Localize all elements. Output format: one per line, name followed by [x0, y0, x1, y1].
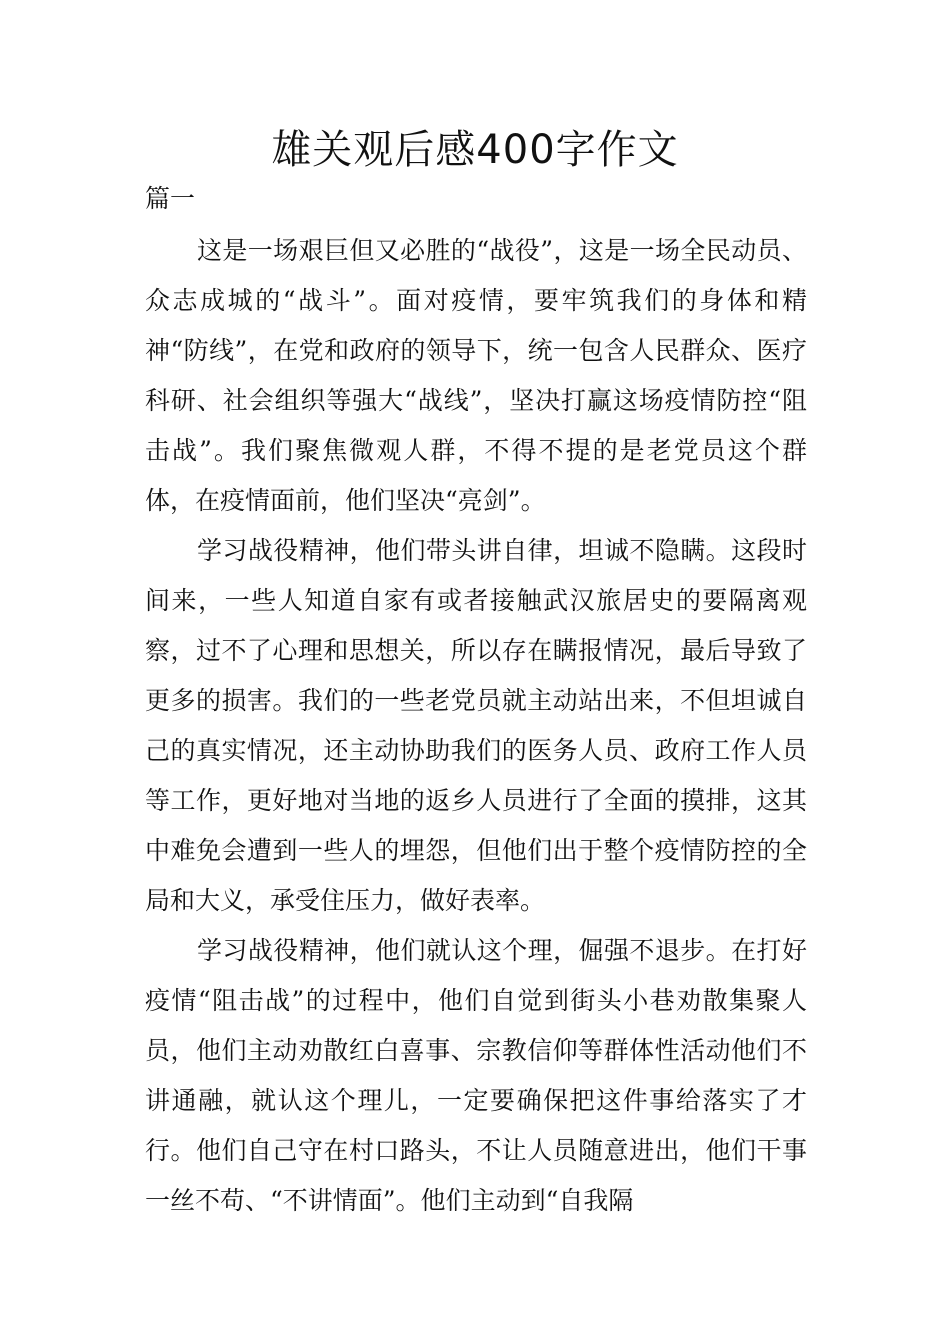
document-body — [145, 226, 807, 1226]
paragraph-3: 学习战役精神，他们就认这个理，倔强不退步。在打好疫情“阻击战”的过程中，他们自觉到街头小巷劝散集聚人员，他们主动劝散红白喜事、宗教信仰等群体性活动他们不讲通融，就认这个理儿，一定要确保把这件事给落实了才行。他们自己守在村口路头，不让人员随意进出，他们干事一丝不苟、“不讲情面”。他们主动到“自我隔 — [145, 936, 807, 1215]
paragraph-2: 学习战役精神，他们带头讲自律，坦诚不隐瞒。这段时间来，一些人知道自家有或者接触武汉旅居史的要隔离观察，过不了心理和思想关，所以存在瞒报情况，最后导致了更多的损害。我们的一些老党员就主动站出来，不但坦诚自己的真实情况，还主动协助我们的医务人员、政府工作人员等工作，更好地对当地的返乡人员进行了全面的摸排，这其中难免会遭到一些人的埋怨，但他们出于整个疫情防控的全局和大义，承受住压力，做好表率。 — [145, 536, 807, 915]
section-label: 篇一 — [145, 184, 196, 213]
paragraph-1: 这是一场艰巨但又必胜的“战役”，这是一场全民动员、众志成城的“战斗”。面对疫情，要牢筑我们的身体和精神“防线”，在党和政府的领导下，统一包含人民群众、医疗科研、社会组织等强大“战线”，坚决打赢这场疫情防控“阻击战”。我们聚焦微观人群，不得不提的是老党员这个群体，在疫情面前，他们坚决“亮剑”。 — [145, 236, 807, 515]
document-title: 雄关观后感400字作文 — [271, 127, 679, 173]
